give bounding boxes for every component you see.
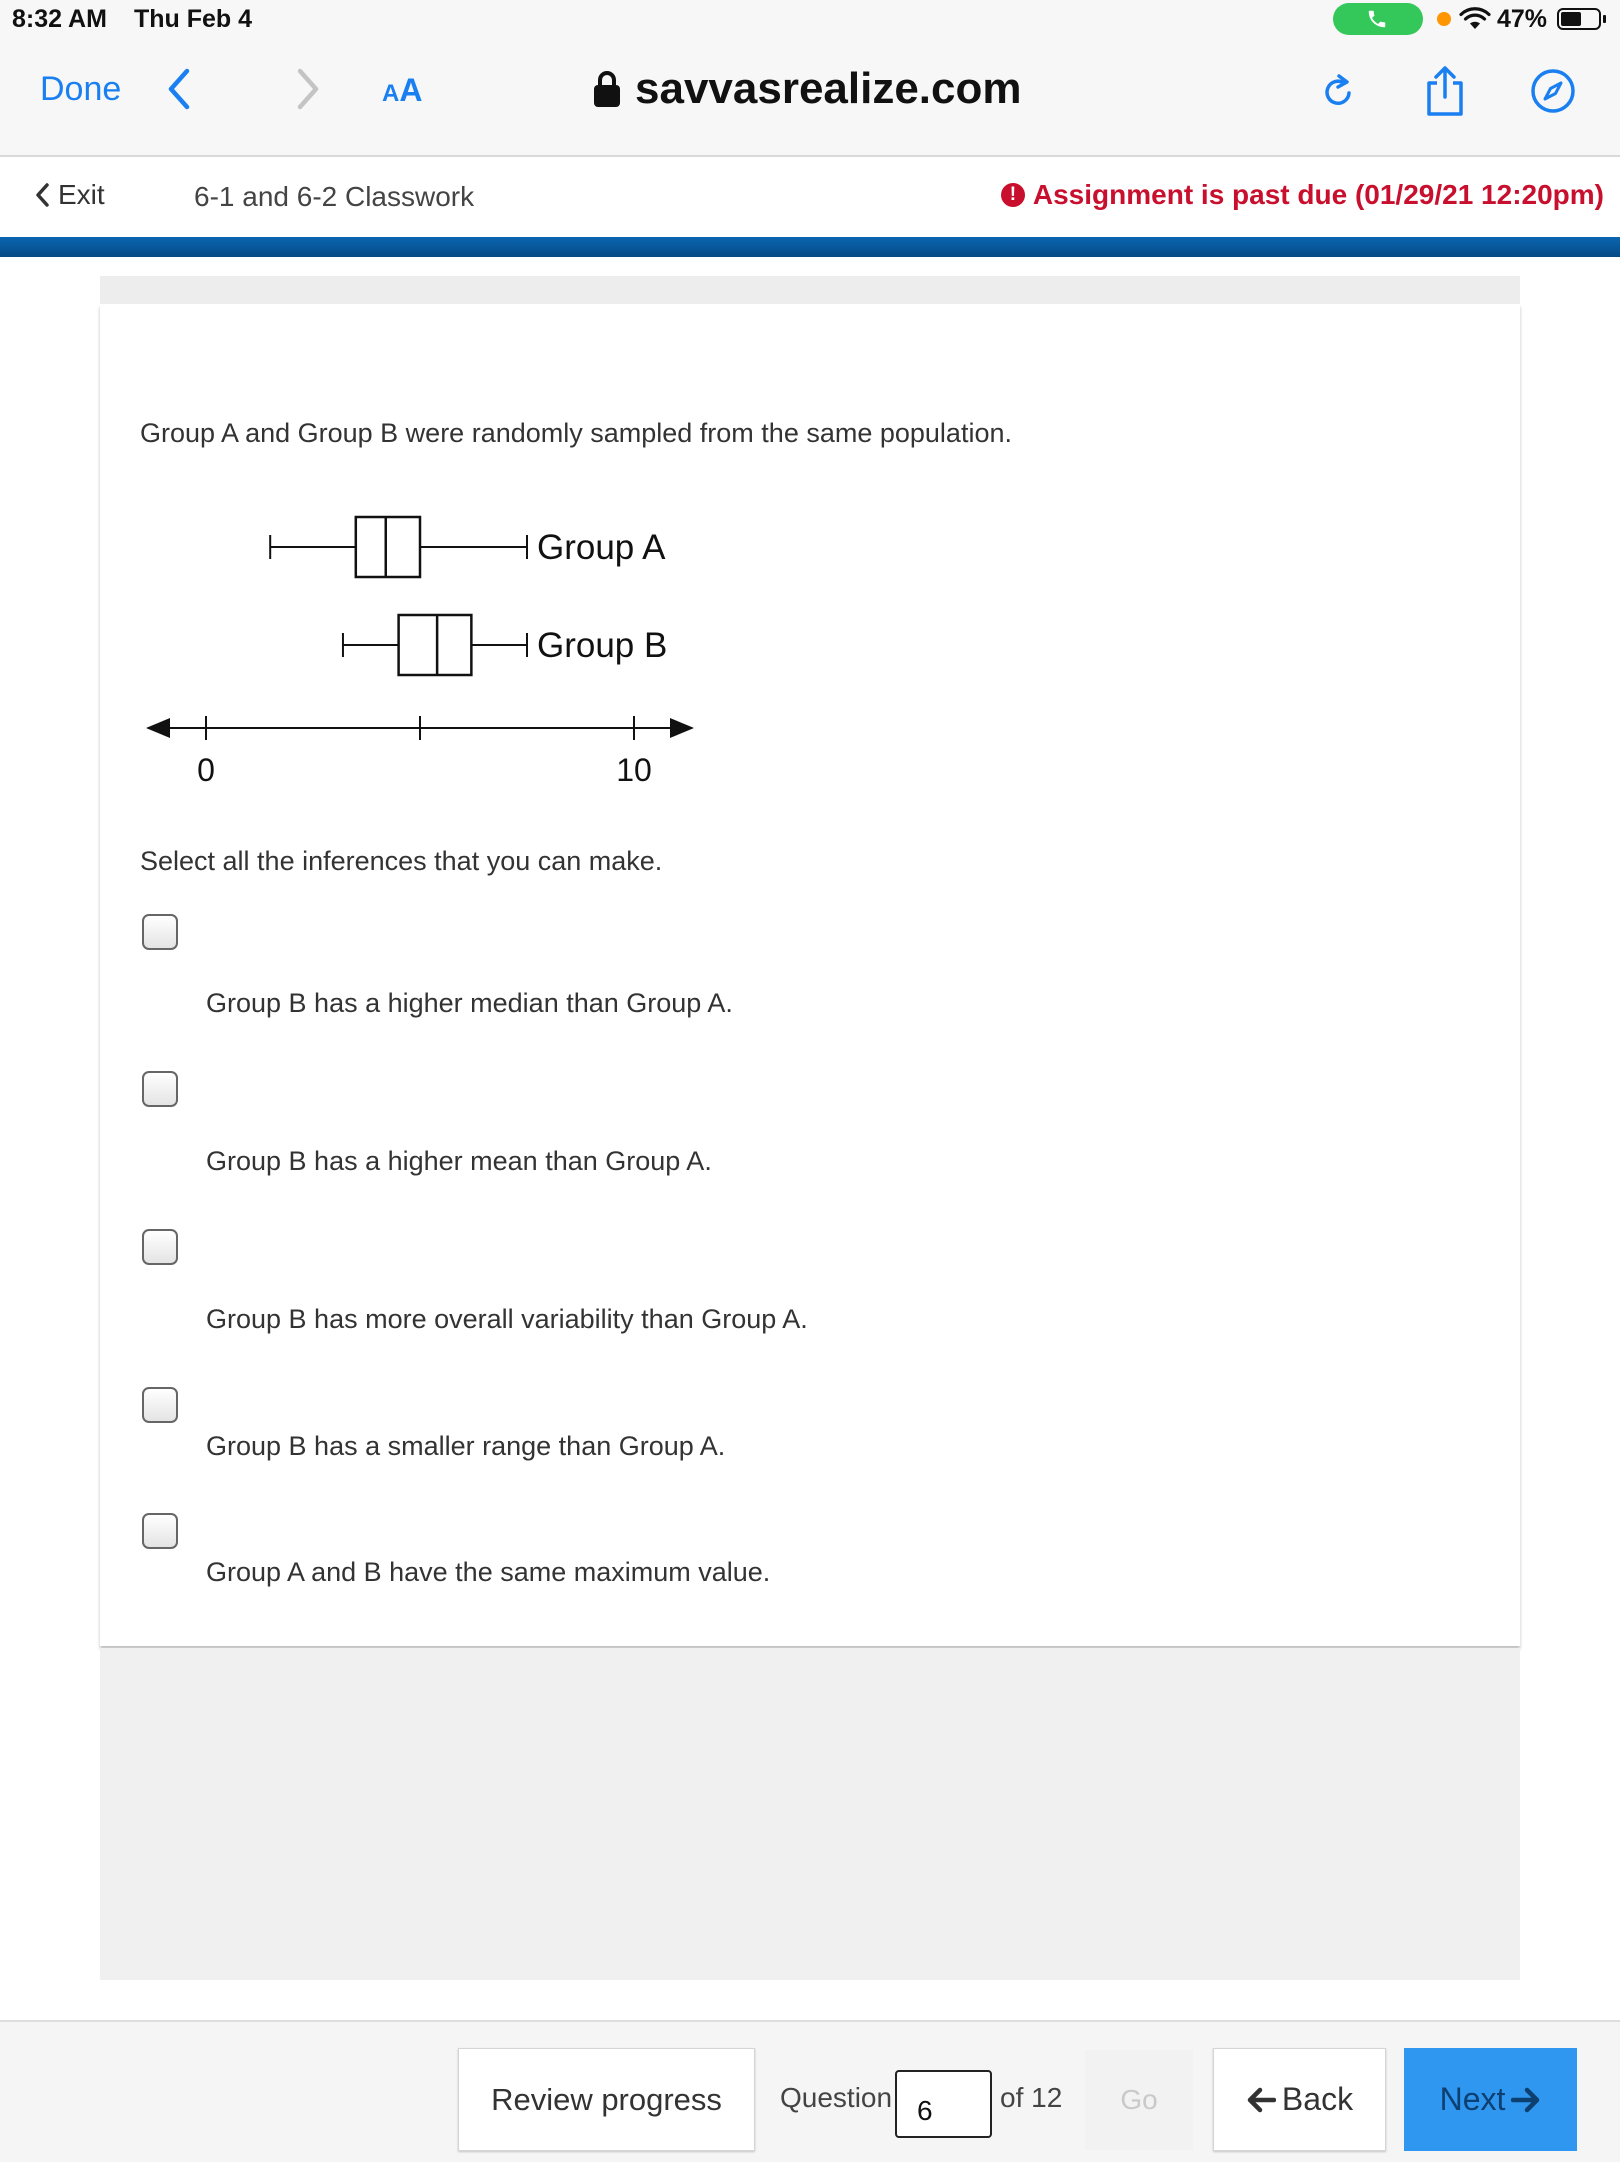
battery-percent: 47%	[1497, 5, 1548, 33]
next-button[interactable]	[1404, 2048, 1577, 2151]
option-label-5[interactable]: Group A and B have the same maximum value.	[206, 1557, 771, 1587]
option-label-3[interactable]: Group B has more overall variability than Group A.	[206, 1304, 808, 1334]
active-call-pill[interactable]	[1333, 3, 1423, 35]
share-icon[interactable]	[1423, 65, 1467, 117]
back-button[interactable]	[1213, 2048, 1386, 2151]
assignment-header	[0, 157, 1620, 237]
option-checkbox-4[interactable]	[142, 1387, 178, 1423]
reload-icon[interactable]	[1318, 72, 1358, 112]
url-text: savvasrealize.com	[635, 64, 1022, 113]
browser-toolbar	[0, 40, 1620, 157]
chevron-left-icon	[34, 183, 50, 207]
content-bottom-band	[100, 1648, 1520, 1980]
past-due-notice	[1001, 179, 1604, 211]
status-date: Thu Feb 4	[134, 5, 253, 33]
option-checkbox-3[interactable]	[142, 1229, 178, 1265]
question-label: Question	[780, 2082, 893, 2113]
header-accent-bar	[0, 237, 1620, 257]
group-a-label: Group A	[537, 528, 666, 567]
address-bar[interactable]	[593, 64, 1022, 114]
box-plot	[140, 500, 740, 800]
status-bar	[0, 0, 1620, 40]
compass-icon[interactable]	[1530, 68, 1576, 114]
group-a-boxplot	[270, 517, 666, 577]
question-total: of 12	[1000, 2082, 1063, 2113]
wifi-icon	[1459, 7, 1491, 31]
assignment-title: 6-1 and 6-2 Classwork	[194, 181, 475, 212]
question-prompt: Group A and Group B were randomly sampled from the same population.	[140, 418, 1012, 448]
option-checkbox-5[interactable]	[142, 1513, 178, 1549]
status-time: 8:32 AM	[12, 5, 107, 33]
past-due-text: Assignment is past due (01/29/21 12:20pm)	[1032, 179, 1604, 210]
back-label: Back	[1281, 2081, 1354, 2117]
axis-tick-label: 10	[616, 752, 652, 788]
browser-forward-icon[interactable]	[295, 68, 321, 110]
review-progress-button[interactable]: Review progress	[458, 2048, 755, 2151]
arrow-right-icon	[1511, 2087, 1541, 2113]
lock-icon	[593, 70, 621, 108]
axis-tick-label: 0	[197, 752, 215, 788]
option-label-1[interactable]: Group B has a higher median than Group A.	[206, 988, 733, 1018]
question-instruction: Select all the inferences that you can make.	[140, 846, 663, 876]
done-button[interactable]: Done	[40, 70, 122, 108]
group-b-box	[399, 615, 472, 675]
question-navigation	[0, 2020, 1620, 2162]
privacy-indicator-dot	[1437, 12, 1451, 26]
battery-cap	[1603, 15, 1606, 23]
group-a-box	[356, 517, 420, 577]
exit-button[interactable]	[34, 179, 105, 211]
next-label: Next	[1439, 2081, 1506, 2117]
exit-label: Exit	[58, 179, 105, 210]
question-number-input[interactable]	[895, 2070, 992, 2138]
group-b-label: Group B	[537, 626, 668, 665]
alert-icon: !	[1001, 183, 1025, 207]
go-button[interactable]: Go	[1085, 2050, 1193, 2150]
reader-text-size-button[interactable]: AA	[382, 72, 423, 108]
phone-icon	[1365, 8, 1389, 30]
group-b-boxplot	[343, 615, 667, 675]
arrow-left-icon	[1246, 2087, 1276, 2113]
option-label-2[interactable]: Group B has a higher mean than Group A.	[206, 1146, 712, 1176]
option-checkbox-2[interactable]	[142, 1071, 178, 1107]
browser-back-icon[interactable]	[166, 68, 192, 110]
content-top-band	[100, 276, 1520, 305]
option-checkbox-1[interactable]	[142, 914, 178, 950]
battery-icon	[1557, 8, 1601, 30]
option-label-4[interactable]: Group B has a smaller range than Group A.	[206, 1431, 726, 1461]
